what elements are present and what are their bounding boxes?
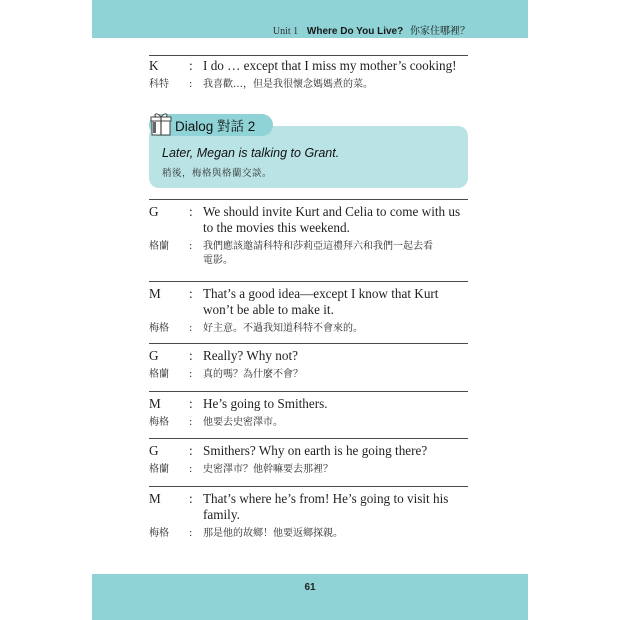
dialog-turn (149, 348, 471, 382)
english-line (149, 286, 471, 318)
dialog-turn (149, 204, 471, 268)
chinese-text (203, 322, 471, 336)
english-text-line: He’s going to Smithers. (203, 396, 328, 411)
chinese-text-line: 好主意。不過我知道科特不會來的。 (203, 323, 363, 334)
chinese-line (149, 78, 471, 92)
chinese-text-line: 真的嗎？為什麼不會？ (203, 369, 303, 380)
chinese-text-line: 電影。 (203, 255, 233, 266)
chinese-line (149, 463, 471, 477)
speaker-initial: M (149, 491, 161, 506)
chinese-text-line: 他要去史密澤市。 (203, 417, 283, 428)
divider-rule (149, 199, 468, 200)
chinese-line (149, 527, 471, 541)
english-text (203, 204, 471, 236)
english-text (203, 286, 471, 318)
english-text-line: That’s a good idea—except I know that Kurt (203, 286, 439, 301)
english-text (203, 443, 471, 459)
speaker-initial: M (149, 286, 161, 301)
divider-rule (149, 438, 468, 439)
chinese-text (203, 368, 471, 382)
dialog-turn (149, 443, 471, 477)
english-text-line: family. (203, 507, 240, 522)
english-text (203, 491, 471, 523)
english-line (149, 348, 471, 364)
colon: : (189, 528, 193, 539)
speaker-name-zh: 科特 (149, 79, 169, 90)
colon: : (189, 204, 193, 219)
unit-label: Unit 1 (272, 26, 299, 37)
colon: : (189, 464, 193, 475)
chinese-text (203, 463, 471, 477)
english-line (149, 443, 471, 459)
speaker-name-zh: 梅格 (149, 528, 169, 539)
colon: : (189, 241, 193, 252)
divider-rule (149, 281, 468, 282)
english-text-line: Smithers? Why on earth is he going there? (203, 443, 428, 458)
colon: : (189, 396, 193, 411)
colon: : (189, 79, 193, 90)
divider-rule (149, 486, 468, 487)
speaker-name-zh: 格蘭 (149, 241, 169, 252)
chinese-line (149, 416, 471, 430)
english-text-line: That’s where he’s from! He’s going to visit his (203, 491, 449, 506)
colon: : (189, 417, 193, 428)
english-text-line: We should invite Kurt and Celia to come with us (203, 204, 461, 219)
speaker-name-zh: 梅格 (149, 323, 169, 334)
english-text-line: to the movies this weekend. (203, 220, 350, 235)
dialog-turn (149, 491, 471, 541)
speaker-initial: G (149, 204, 159, 219)
english-text (203, 396, 471, 412)
colon: : (189, 58, 193, 73)
header-bar (92, 0, 528, 38)
divider-rule (149, 55, 468, 56)
chinese-line (149, 240, 471, 268)
speaker-initial: G (149, 348, 159, 363)
speaker-name-zh: 梅格 (149, 417, 169, 428)
dialog-turn-intro (149, 58, 471, 92)
colon: : (189, 323, 193, 334)
dialog-turn (149, 396, 471, 430)
english-text-line: Really? Why not? (203, 348, 298, 363)
gift-icon (150, 111, 172, 137)
colon: : (189, 443, 193, 458)
english-text-line: won’t be able to make it. (203, 302, 334, 317)
unit-title-zh: 你家住哪裡？ (410, 26, 470, 37)
speaker-name-zh: 格蘭 (149, 369, 169, 380)
divider-rule (149, 343, 468, 344)
dialog-heading: Dialog 對話 2 (175, 119, 256, 134)
speaker-initial: K (149, 58, 159, 73)
page-number: 61 (304, 582, 316, 593)
chinese-text (203, 416, 471, 430)
chinese-text-line: 那是他的故鄉！他要返鄉探親。 (203, 528, 343, 539)
chinese-line (149, 368, 471, 382)
chinese-text: 我喜歡…，但是我很懷念媽媽煮的菜。 (203, 79, 373, 90)
speaker-initial: M (149, 396, 161, 411)
divider-rule (149, 391, 468, 392)
colon: : (189, 348, 193, 363)
running-header (273, 22, 470, 37)
scene-description-zh: 稍後，梅格與格蘭交談。 (162, 168, 273, 179)
scene-description: Later, Megan is talking to Grant. (162, 146, 340, 160)
chinese-text-line: 我們應該邀請科特和莎莉亞這禮拜六和我們一起去看 (203, 241, 433, 252)
chinese-line (149, 322, 471, 336)
chinese-text (203, 527, 471, 541)
english-text: I do … except that I miss my mother’s cooking! (203, 58, 457, 73)
english-line (149, 58, 471, 74)
colon: : (189, 286, 193, 301)
dialog-turn (149, 286, 471, 336)
english-line (149, 491, 471, 523)
chinese-text-line: 史密澤市？他幹嘛要去那裡？ (203, 464, 333, 475)
colon: : (189, 491, 193, 506)
colon: : (189, 369, 193, 380)
unit-title: Where Do You Live? (306, 26, 404, 37)
chinese-text (203, 240, 471, 268)
english-line (149, 204, 471, 236)
speaker-initial: G (149, 443, 159, 458)
footer-bar (92, 574, 528, 620)
english-text (203, 348, 471, 364)
english-line (149, 396, 471, 412)
speaker-name-zh: 格蘭 (149, 464, 169, 475)
